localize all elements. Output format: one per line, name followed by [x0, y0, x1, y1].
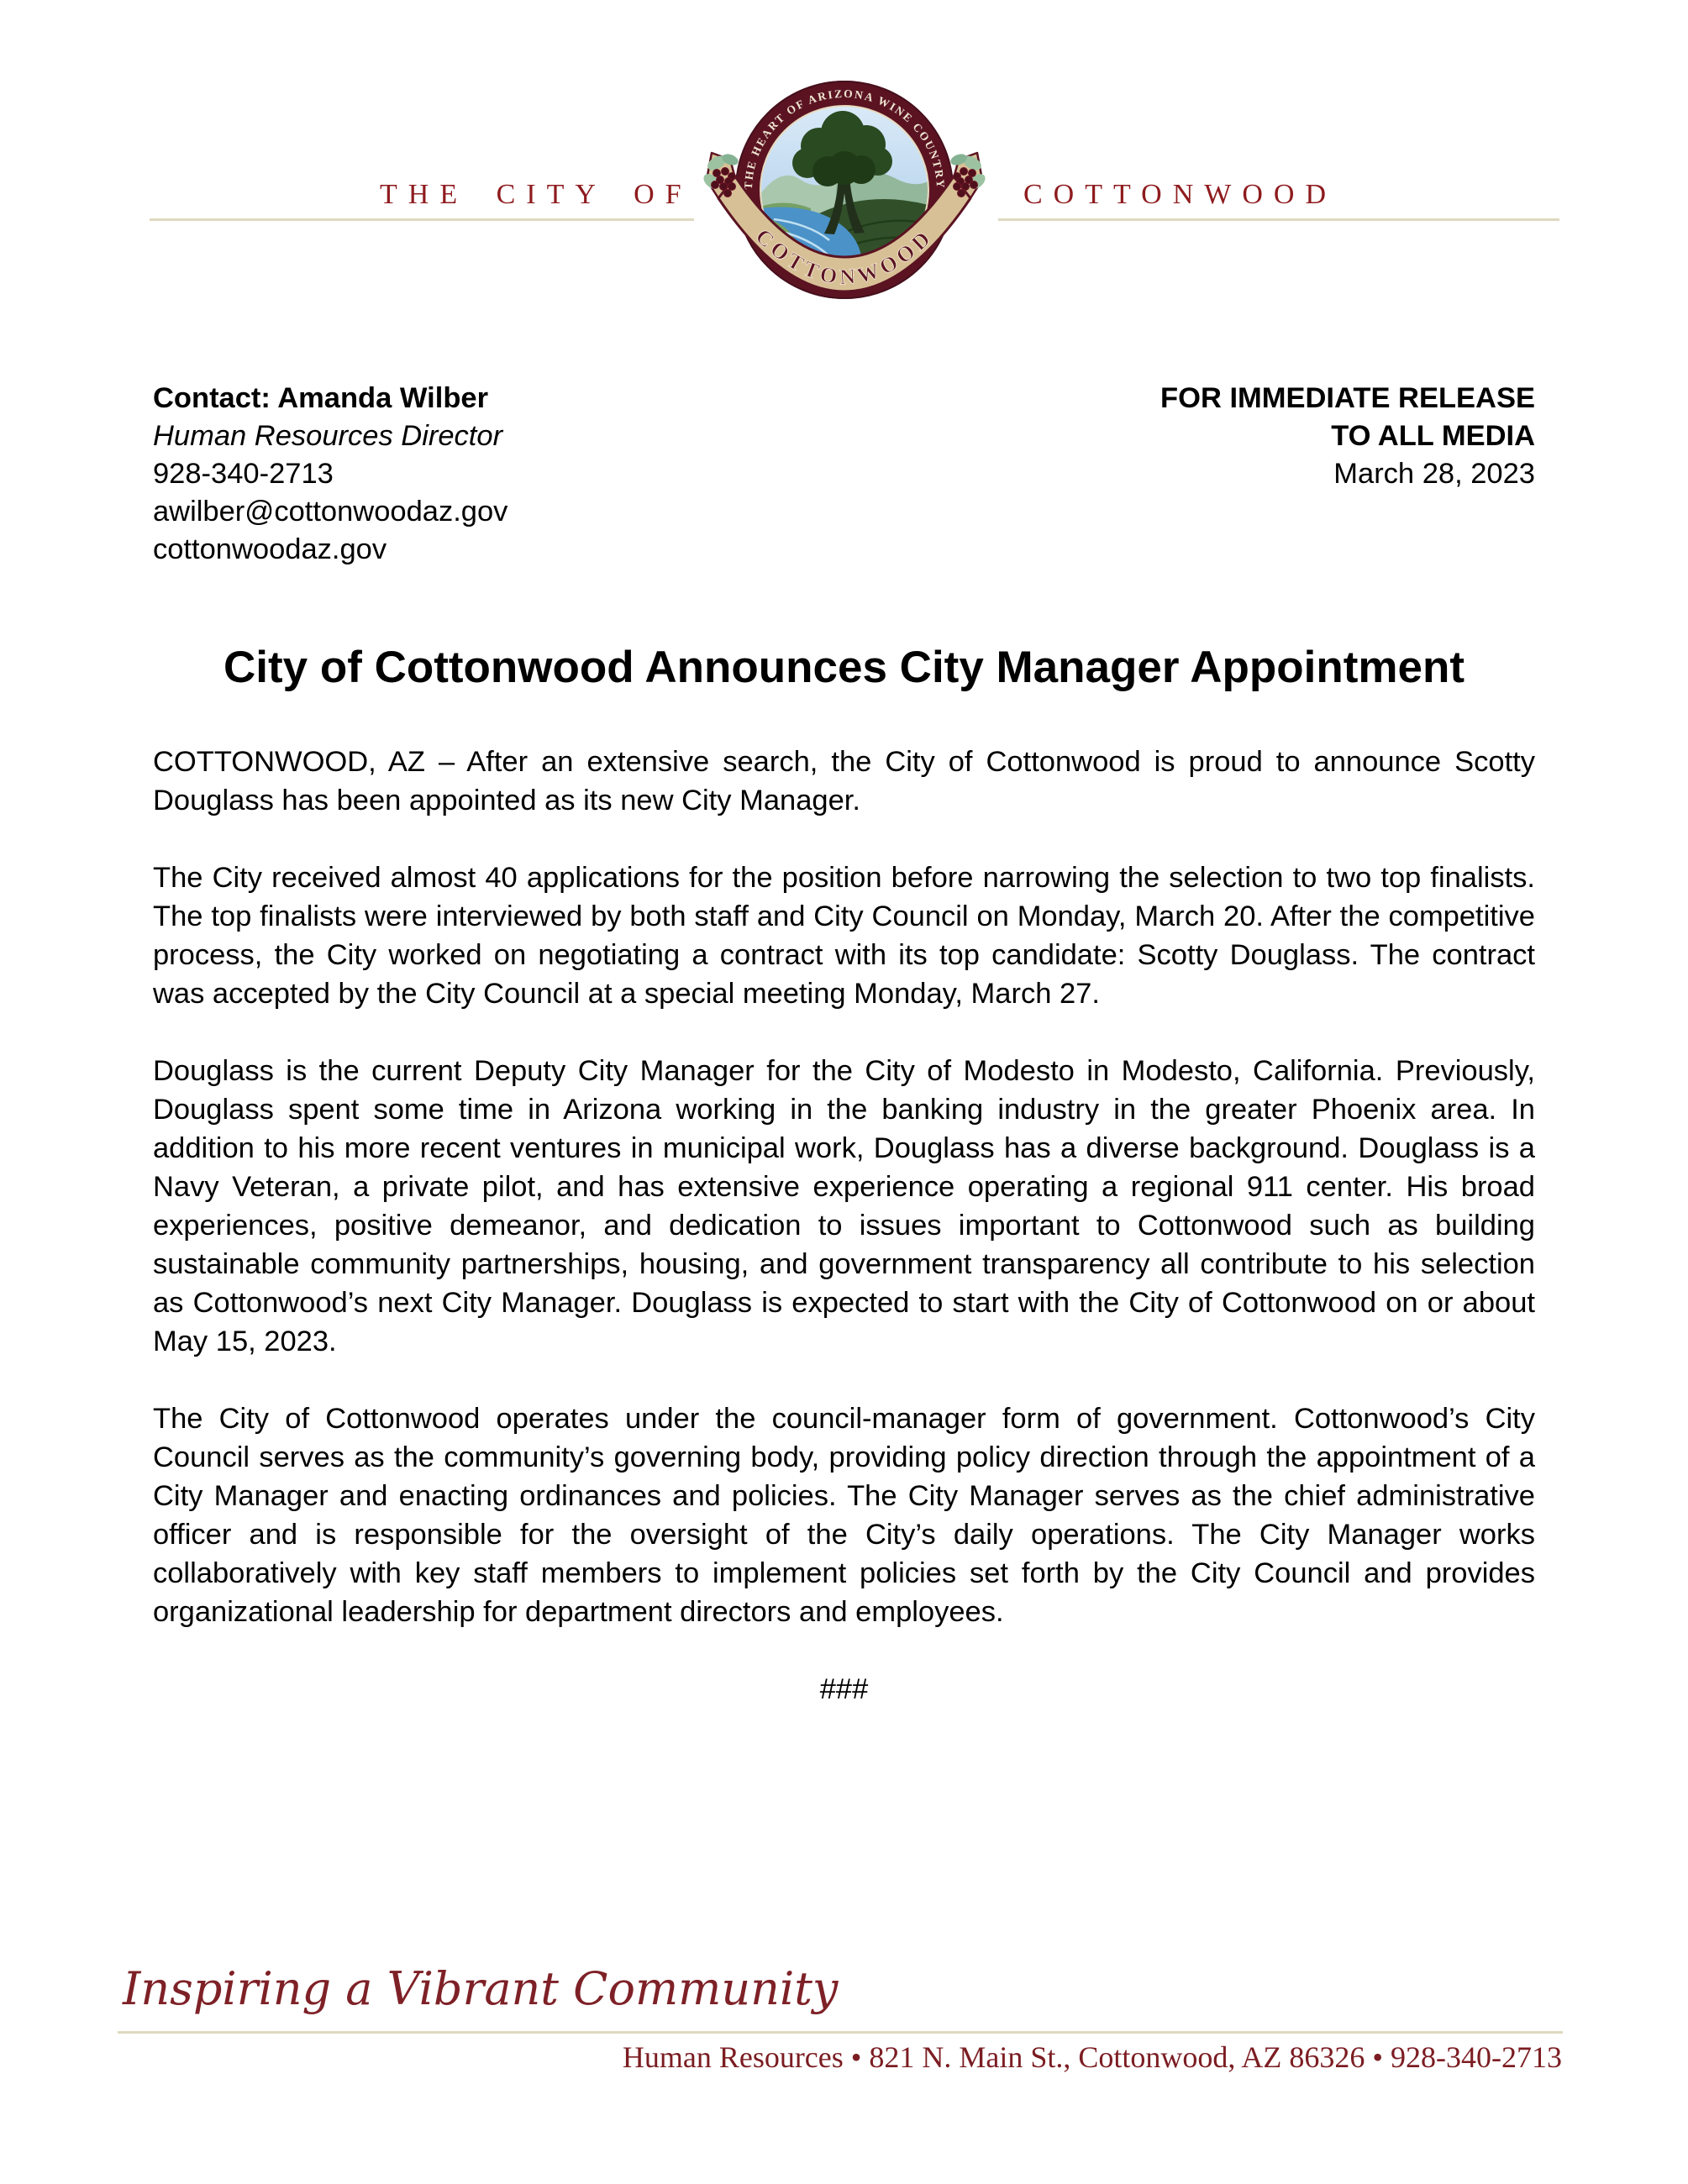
header-the-city-of: THE CITY OF [380, 179, 692, 210]
header-rule-left [150, 218, 694, 221]
city-seal-logo [702, 72, 987, 324]
city-seal-icon [702, 72, 987, 324]
footer-tagline: Inspiring a Vibrant Community [123, 1962, 839, 2015]
header-rule-right [998, 218, 1559, 221]
seal-arc-text: THE HEART OF ARIZONA WINE COUNTRY [741, 87, 948, 190]
footer-address: Human Resources • 821 N. Main St., Cottonwood, AZ 86326 • 928-340-2713 [622, 2040, 1562, 2074]
article-body [153, 743, 1535, 1709]
release-line2: TO ALL MEDIA [1331, 420, 1535, 452]
contact-email: awilber@cottonwoodaz.gov [153, 496, 508, 528]
article-title: City of Cottonwood Announces City Manager Appointment [223, 643, 1465, 692]
contact-phone: 928-340-2713 [153, 458, 334, 490]
body-paragraph-4: The City of Cottonwood operates under the council-manager form of government. Cottonwood’s City Council serves as the community’s governing body, providing policy direction through the appointment of a City Manager and enacting ordinances and policies. The City Manager serves as the chief administrative officer and is responsible for the oversight of the City’s daily operations. The City Manager works collaboratively with key staff members to implement policies set forth by the City Council and provides organizational leadership for department directors and employees. [153, 1403, 1535, 1628]
contact-title: Human Resources Director [153, 420, 503, 452]
body-paragraph-1: COTTONWOOD, AZ – After an extensive search, the City of Cottonwood is proud to announce Scotty Douglass has been appointed as its new City Manager. [153, 746, 1535, 816]
release-block [1160, 380, 1535, 493]
body-paragraph-2: The City received almost 40 applications for the position before narrowing the selection to two top finalists. The top finalists were interviewed by both staff and City Council on Monday, March 20. After the competitive process, the City worked on negotiating a contract with its top candidate: Scotty Douglass. The contract was accepted by the City Council at a special meeting Monday, March 27. [153, 862, 1535, 1010]
banner-text: COTTONWOOD [750, 223, 939, 290]
contact-block [153, 380, 507, 569]
header-cottonwood: COTTONWOOD [1023, 179, 1338, 210]
press-release-end-mark: ### [819, 1673, 869, 1705]
release-line1: FOR IMMEDIATE RELEASE [1160, 382, 1535, 414]
footer-rule [118, 2031, 1563, 2034]
contact-website: cottonwoodaz.gov [153, 533, 387, 565]
release-date: March 28, 2023 [1333, 458, 1535, 490]
contact-name: Contact: Amanda Wilber [153, 382, 489, 414]
body-paragraph-3: Douglass is the current Deputy City Manager for the City of Modesto in Modesto, California. Previously, Douglass spent some time in Arizona working in the banking industry in the greater Phoenix area. In addition to his more recent ventures in municipal work, Douglass has a diverse background. Douglass is a Navy Veteran, a private pilot, and has extensive experience operating a regional 911 center. His broad experiences, positive demeanor, and dedication to issues important to Cottonwood such as building sustainable community partnerships, housing, and government transparency all contribute to his selection as Cottonwood’s next City Manager. Douglass is expected to start with the City of Cottonwood on or about May 15, 2023. [153, 1055, 1535, 1357]
